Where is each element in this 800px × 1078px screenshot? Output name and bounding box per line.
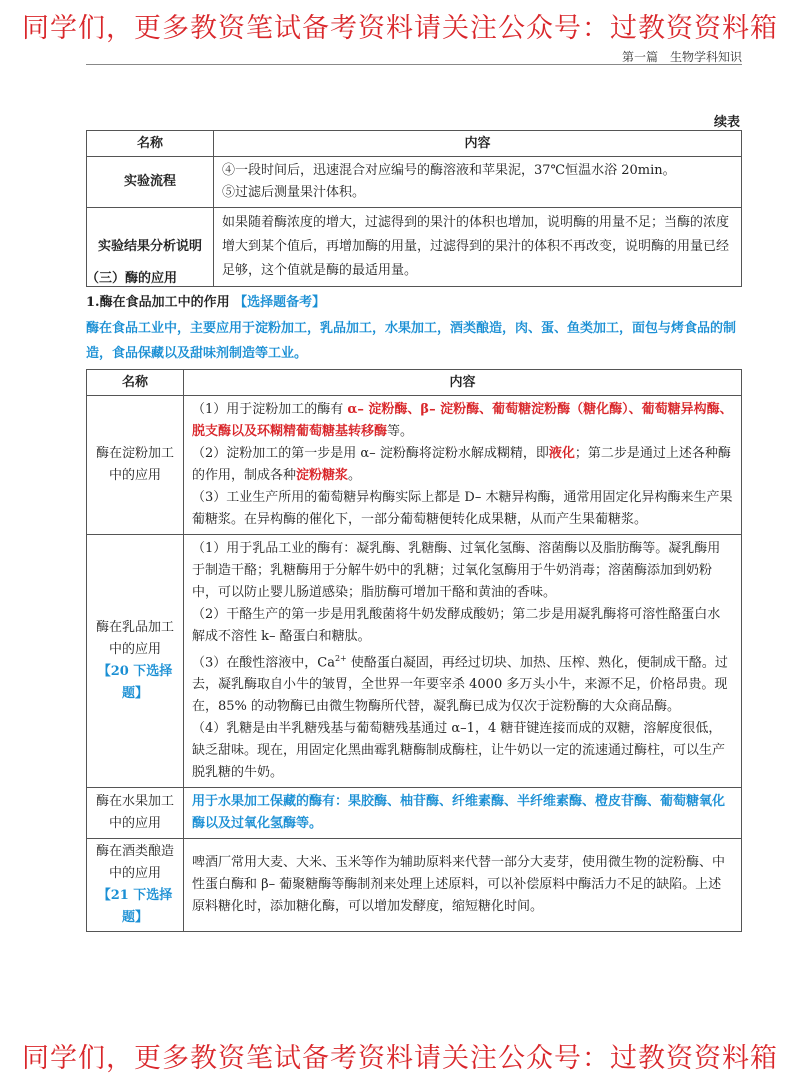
text: （2）淀粉加工的第一步是用 α– 淀粉酶将淀粉水解成糊精，即 bbox=[192, 446, 549, 461]
row-name bbox=[87, 535, 184, 788]
row-name: 酶在淀粉加工中的应用 bbox=[87, 396, 184, 535]
row-content bbox=[214, 157, 742, 208]
table-row bbox=[87, 157, 742, 208]
content-paragraph bbox=[192, 443, 733, 487]
content-paragraph: （2）干酪生产的第一步是用乳酸菌将牛奶发酵成酸奶；第二步是用凝乳酶将可溶性酪蛋白水解成不溶性 k– 酪蛋白和糖肽。 bbox=[192, 607, 721, 644]
enzyme-application-table bbox=[86, 369, 742, 932]
table-row bbox=[87, 788, 742, 839]
row-content: 如果随着酶浓度的增大，过滤得到的果汁的体积也增加，说明酶的用量不足；当酶的浓度增大到某个值后，再增加酶的用量，过滤得到的果汁的体积不再改变，说明酶的用量已经足够，这个值就是酶的最适用量。 bbox=[214, 208, 742, 287]
column-header-content: 内容 bbox=[214, 131, 742, 157]
subsection-title: 1.酶在食品加工中的作用 bbox=[86, 295, 230, 310]
text: 等。 bbox=[387, 424, 414, 439]
row-name: 酶在水果加工中的应用 bbox=[87, 788, 184, 839]
row-content bbox=[184, 396, 742, 535]
row-name: 实验流程 bbox=[87, 157, 214, 208]
promo-banner-bottom: 同学们，更多教资笔试备考资料请关注公众号：过教资资料箱 bbox=[22, 1043, 778, 1074]
exam-tag: 【选择题备考】 bbox=[234, 295, 326, 310]
content-line: ⑤过滤后测量果汁体积。 bbox=[222, 185, 366, 200]
section-heading: （三）酶的应用 bbox=[86, 271, 178, 286]
row-content: 用于水果加工保藏的酶有：果胶酶、柚苷酶、纤维素酶、半纤维素酶、橙皮苷酶、葡萄糖氧化酶以及过氧化氢酶等。 bbox=[184, 788, 742, 839]
row-name bbox=[87, 839, 184, 932]
text: ；第二步是通过上述各种酶的作用，制成各种 bbox=[192, 446, 731, 483]
row-content bbox=[184, 535, 742, 788]
highlight-text: α– 淀粉酶、β– 淀粉酶、葡萄糖淀粉酶（糖化酶）、葡萄糖异构酶、脱支酶以及环糊精葡萄糖基转移酶 bbox=[192, 402, 733, 439]
subsection-heading bbox=[86, 291, 325, 310]
text: 使酪蛋白凝固，再经过切块、加热、压榨、熟化，便制成干酪。过去，凝乳酶取自小牛的皱胃，全世界一年要宰杀 4000 多万头小牛，来源不足，价格昂贵。现在，85% 的动物酶已由微生物酶所代替，凝乳酶已成为仅次于淀粉酶的大众商品酶。 bbox=[192, 655, 728, 715]
text: 。 bbox=[348, 468, 362, 483]
highlight-text: 淀粉糖浆 bbox=[296, 468, 349, 483]
column-header-name: 名称 bbox=[87, 370, 184, 396]
row-name-text: 酶在酒类酿造中的应用 bbox=[95, 844, 174, 882]
continued-label: 续表 bbox=[713, 115, 740, 130]
text: （3）在酸性溶液中，Ca bbox=[192, 655, 335, 671]
text: （1）用于淀粉加工的酶有 bbox=[192, 402, 348, 417]
column-header-name: 名称 bbox=[87, 131, 214, 157]
column-header-content: 内容 bbox=[184, 370, 742, 396]
table-row bbox=[87, 839, 742, 932]
exam-tag: 【21 下选择题】 bbox=[97, 888, 173, 926]
promo-banner-top: 同学们，更多教资笔试备考资料请关注公众号：过教资资料箱 bbox=[22, 13, 778, 44]
intro-paragraph: 酶在食品工业中，主要应用于淀粉加工，乳品加工，水果加工，酒类酿造，肉、蛋、鱼类加工，面包与烤食品的制造，食品保藏以及甜味剂制造等工业。 bbox=[86, 321, 737, 361]
superscript: 2+ bbox=[334, 654, 347, 663]
content-paragraph: （1）用于乳品工业的酶有：凝乳酶、乳糖酶、过氧化氢酶、溶菌酶以及脂肪酶等。凝乳酶用于制造干酪；乳糖酶用于分解牛奶中的乳糖；过氧化氢酶用于牛奶消毒；溶菌酶添加到奶粉中，可以防止婴儿肠道感染；脂肪酶可增加干酪和黄油的香味。 bbox=[192, 541, 721, 600]
table-row bbox=[87, 208, 742, 287]
content-line: ④一段时间后，迅速混合对应编号的酶溶液和苹果泥，37℃恒温水浴 20min。 bbox=[222, 163, 676, 178]
content-paragraph bbox=[192, 648, 733, 718]
content-paragraph: （3）工业生产所用的葡萄糖异构酶实际上都是 D– 木糖异构酶，通常用固定化异构酶来生产果葡糖浆。在异构酶的催化下，一部分葡萄糖便转化成果糖，从而产生果葡糖浆。 bbox=[192, 490, 733, 527]
row-name-text: 酶在乳品加工中的应用 bbox=[95, 620, 174, 658]
content-paragraph: （4）乳糖是由半乳糖残基与葡萄糖残基通过 α–1，4 糖苷键连接而成的双糖，溶解度很低，缺乏甜味。现在，用固定化黑曲霉乳糖酶制成酶柱，让牛奶以一定的流速通过酶柱，可以生产脱乳糖的牛奶。 bbox=[192, 721, 726, 781]
table-header-row bbox=[87, 131, 742, 157]
content-paragraph bbox=[192, 399, 733, 443]
header-divider bbox=[86, 64, 742, 65]
table-header-row bbox=[87, 370, 742, 396]
exam-tag: 【20 下选择题】 bbox=[97, 664, 173, 702]
table-row bbox=[87, 396, 742, 535]
row-name: 实验结果分析说明 bbox=[87, 208, 214, 287]
table-row bbox=[87, 535, 742, 788]
row-content: 啤酒厂常用大麦、大米、玉米等作为辅助原料来代替一部分大麦芽，使用微生物的淀粉酶、中性蛋白酶和 β– 葡聚糖酶等酶制剂来处理上述原料，可以补偿原料中酶活力不足的缺陷。上述原料糖化时，添加糖化酶，可以增加发酵度，缩短糖化时间。 bbox=[184, 839, 742, 932]
running-header: 第一篇 生物学科知识 bbox=[621, 50, 742, 64]
highlight-text: 液化 bbox=[548, 446, 575, 461]
experiment-table bbox=[86, 130, 742, 287]
